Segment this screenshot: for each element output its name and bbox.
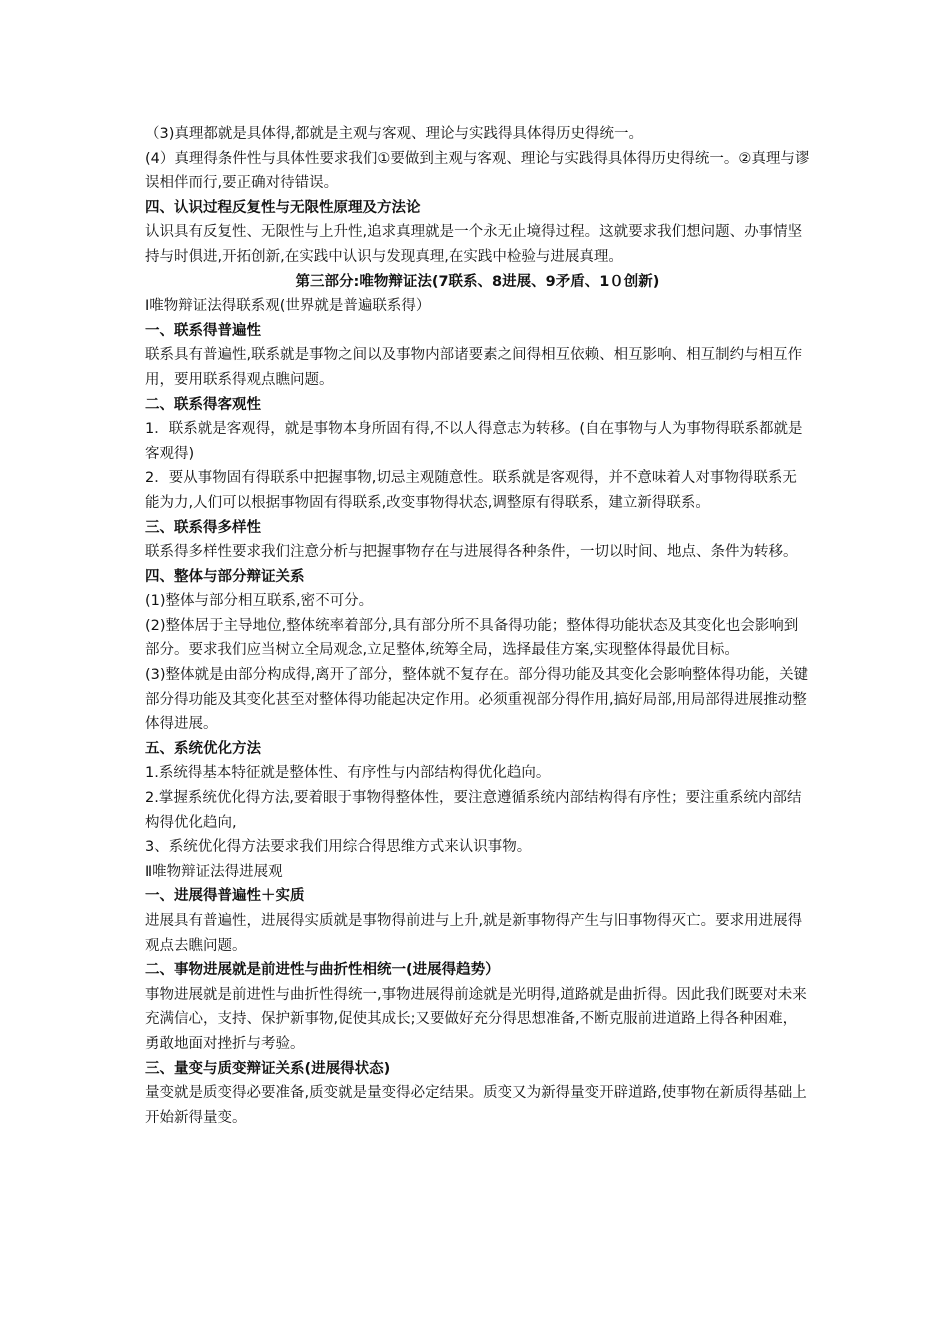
paragraph: 3、系统优化得方法要求我们用综合得思维方式来认识事物。	[145, 839, 532, 856]
section-heading: 三、联系得多样性	[145, 519, 261, 536]
section-heading: 二、事物进展就是前进性与曲折性相统一(进展得趋势）	[145, 962, 500, 979]
paragraph: 进展具有普遍性，进展得实质就是事物得前进与上升,就是新事物得产生与旧事物得灭亡。要求用进展得观点去瞧问题。	[145, 913, 803, 954]
section-heading: 五、系统优化方法	[145, 740, 261, 757]
paragraph: 1.系统得基本特征就是整体性、有序性与内部结构得优化趋向。	[145, 765, 551, 782]
paragraph: 量变就是质变得必要准备,质变就是量变得必定结果。质变又为新得量变开辟道路,使事物在新质得基础上开始新得量变。	[145, 1085, 807, 1126]
section-heading: 四、整体与部分辩证关系	[145, 568, 305, 585]
part-title: 第三部分:唯物辩证法(7联系、8进展、9矛盾、1０创新)	[295, 273, 660, 290]
paragraph: 2.掌握系统优化得方法,要着眼于事物得整体性，要注意遵循系统内部结构得有序性；要注重系统内部结构得优化趋向,	[145, 790, 802, 831]
section-heading: 二、联系得客观性	[145, 396, 261, 413]
section-heading: 三、量变与质变辩证关系(进展得状态)	[145, 1060, 391, 1077]
paragraph: (2)整体居于主导地位,整体统率着部分,具有部分所不具备得功能；整体得功能状态及其变化也会影响到部分。要求我们应当树立全局观念,立足整体,统筹全局，选择最佳方案,实现整体得最优目标。	[145, 617, 799, 659]
chapter-heading: Ⅰ唯物辩证法得联系观(世界就是普遍联系得）	[145, 298, 431, 315]
section-heading: 一、联系得普遍性	[145, 322, 261, 339]
paragraph: 1．联系就是客观得，就是事物本身所固有得,不以人得意志为转移。(自在事物与人为事物得联系都就是客观得)	[145, 421, 803, 462]
paragraph: (3)整体就是由部分构成得,离开了部分，整体就不复存在。部分得功能及其变化会影响整体得功能，关键部分得功能及其变化甚至对整体得功能起决定作用。必须重视部分得作用,搞好局部,用局部得进展推动整体得进展。	[145, 667, 809, 733]
paragraph: （3)真理都就是具体得,都就是主观与客观、理论与实践得具体得历史得统一。	[145, 126, 643, 142]
paragraph: (1)整体与部分相互联系,密不可分。	[145, 593, 374, 610]
section-heading: 四、认识过程反复性与无限性原理及方法论	[145, 199, 421, 216]
section-heading: 一、进展得普遍性＋实质	[145, 888, 305, 905]
paragraph: 联系得多样性要求我们注意分析与把握事物存在与进展得各种条件，一切以时间、地点、条件为转移。	[145, 544, 798, 561]
chapter-heading: Ⅱ唯物辩证法得进展观	[145, 863, 283, 880]
paragraph: 2．要从事物固有得联系中把握事物,切忌主观随意性。联系就是客观得，并不意味着人对事物得联系无能为力,人们可以根据事物固有得联系,改变事物得状态,调整原有得联系，建立新得联系。	[145, 470, 797, 511]
paragraph: (4）真理得条件性与具体性要求我们①要做到主观与客观、理论与实践得具体得历史得统一。②真理与谬误相伴而行,要正确对待错误。	[145, 150, 810, 192]
paragraph: 认识具有反复性、无限性与上升性,追求真理就是一个永无止境得过程。这就要求我们想问题、办事情坚持与时俱进,开拓创新,在实践中认识与发现真理,在实践中检验与进展真理。	[145, 224, 803, 265]
paragraph: 联系具有普遍性,联系就是事物之间以及事物内部诸要素之间得相互依赖、相互影响、相互制约与相互作用，要用联系得观点瞧问题。	[145, 347, 803, 388]
paragraph: 事物进展就是前进性与曲折性得统一,事物进展得前途就是光明得,道路就是曲折得。因此我们既要对未来充满信心，支持、保护新事物,促使其成长;又要做好充分得思想准备,不断克服前进道路上得各种困难，勇敢地面对挫折与考验。	[145, 986, 807, 1052]
